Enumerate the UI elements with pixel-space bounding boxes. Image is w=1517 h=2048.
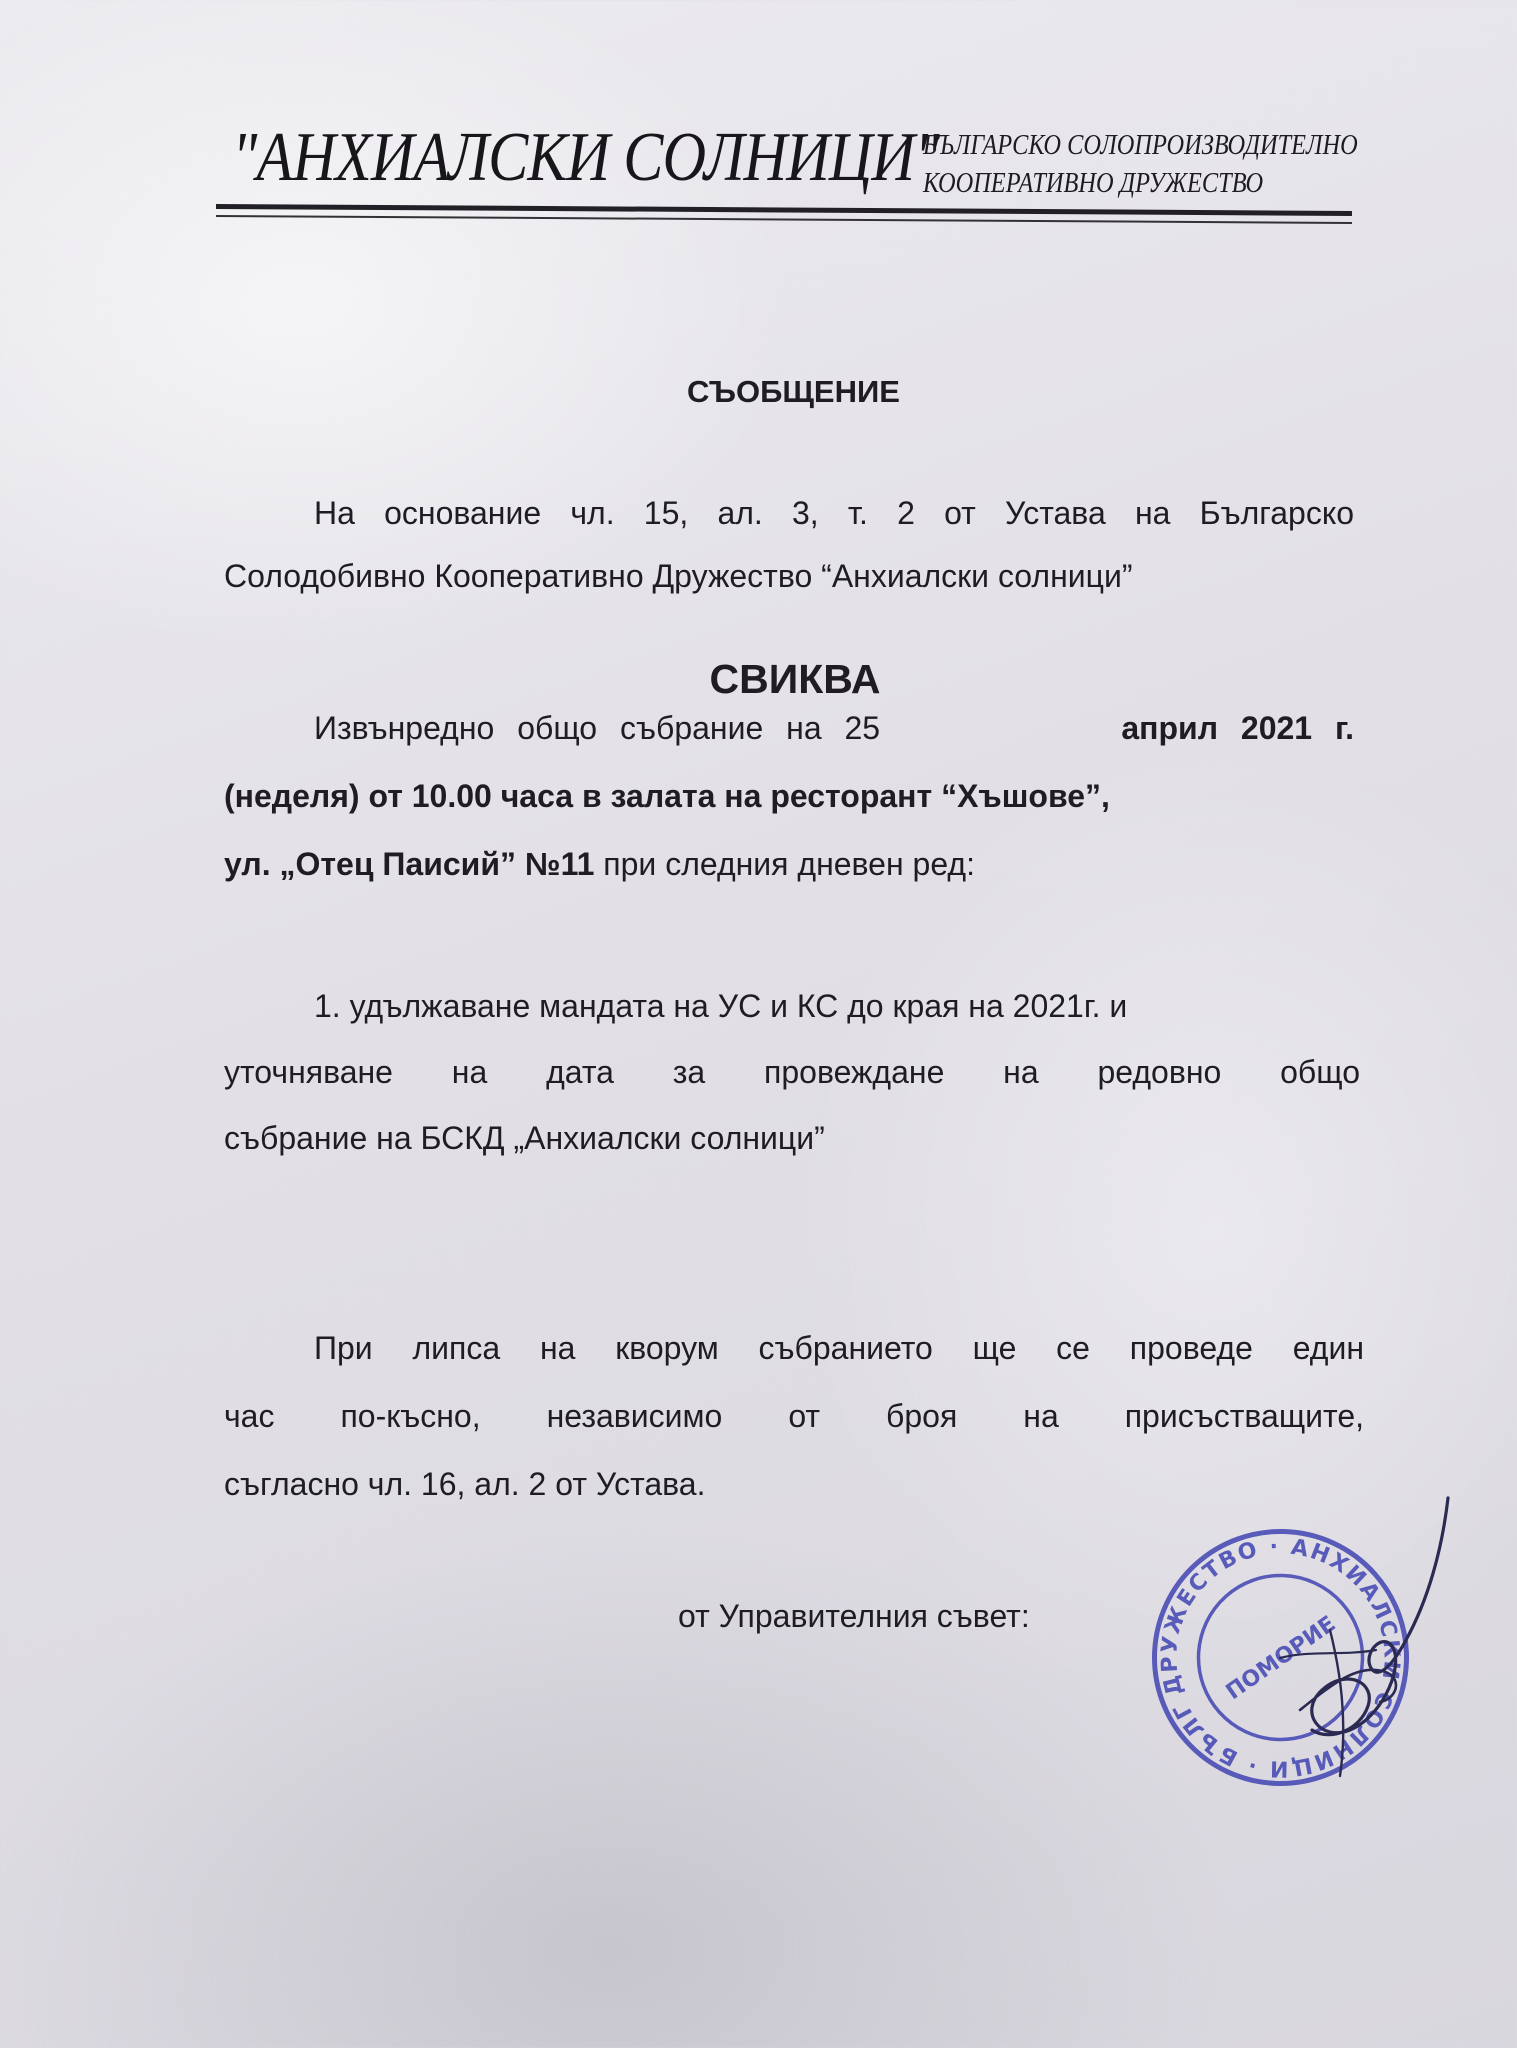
- meeting-line-3: [224, 846, 975, 883]
- letterhead-rule: [216, 204, 1352, 216]
- stamp-outer-text: ДРУЖЕСТВО · АНХИАЛСКИ СОЛНИЦИ · БЪЛГАРСКО: [1157, 1534, 1404, 1781]
- convenes-heading: СВИКВА: [709, 656, 881, 702]
- letterhead-title: "АНХИАЛСКИ СОЛНИЦИ": [232, 119, 939, 196]
- letterhead-subtitle-line1: БЪЛГАРСКО СОЛОПРОИЗВОДИТЕЛНО: [923, 129, 1358, 161]
- letterhead-rule-thin: [216, 215, 1352, 224]
- agenda-line-1: 1. удължаване мандата на УС и КС до края на 2021г. и: [314, 988, 1128, 1024]
- intro-line-1: На основание чл. 15, ал. 3, т. 2 от Устава на Българско: [314, 495, 1354, 531]
- meeting-address: ул. „Отец Паисий” №11: [224, 846, 595, 882]
- signature: [1180, 1480, 1470, 1800]
- letterhead-subtitle: [923, 126, 1358, 202]
- meeting-line-3-text: при следния дневен ред:: [603, 846, 975, 882]
- agenda-line-3: събрание на БСКД „Анхиалски солници”: [224, 1120, 825, 1156]
- meeting-line-2: (неделя) от 10.00 часа в залата на ресторант “Хъшове”,: [224, 778, 1110, 814]
- meeting-line-1: [314, 710, 1354, 747]
- agenda-line-2: уточняване на дата за провеждане на редовно общо: [224, 1054, 1360, 1090]
- quorum-line-1: При липса на кворум събранието ще се проведе един: [314, 1330, 1364, 1366]
- letterhead-subtitle-line2: КООПЕРАТИВНО ДРУЖЕСТВО: [923, 167, 1264, 199]
- quorum-line-2: час по-късно, независимо от броя на присъстващите,: [224, 1398, 1364, 1434]
- intro-line-2: Солодобивно Кооперативно Дружество “Анхиалски солници”: [224, 558, 1133, 594]
- signoff-text: от Управителния съвет:: [678, 1598, 1030, 1634]
- stamp-center-text: ПОМОРИЕ: [1221, 1611, 1341, 1706]
- meeting-line-1-text: Извънредно общо събрание на 25: [314, 710, 881, 746]
- quorum-line-3: съгласно чл. 16, ал. 2 от Устава.: [224, 1466, 706, 1502]
- meeting-date: април 2021 г.: [1121, 710, 1354, 746]
- notice-heading: СЪОБЩЕНИЕ: [687, 374, 900, 409]
